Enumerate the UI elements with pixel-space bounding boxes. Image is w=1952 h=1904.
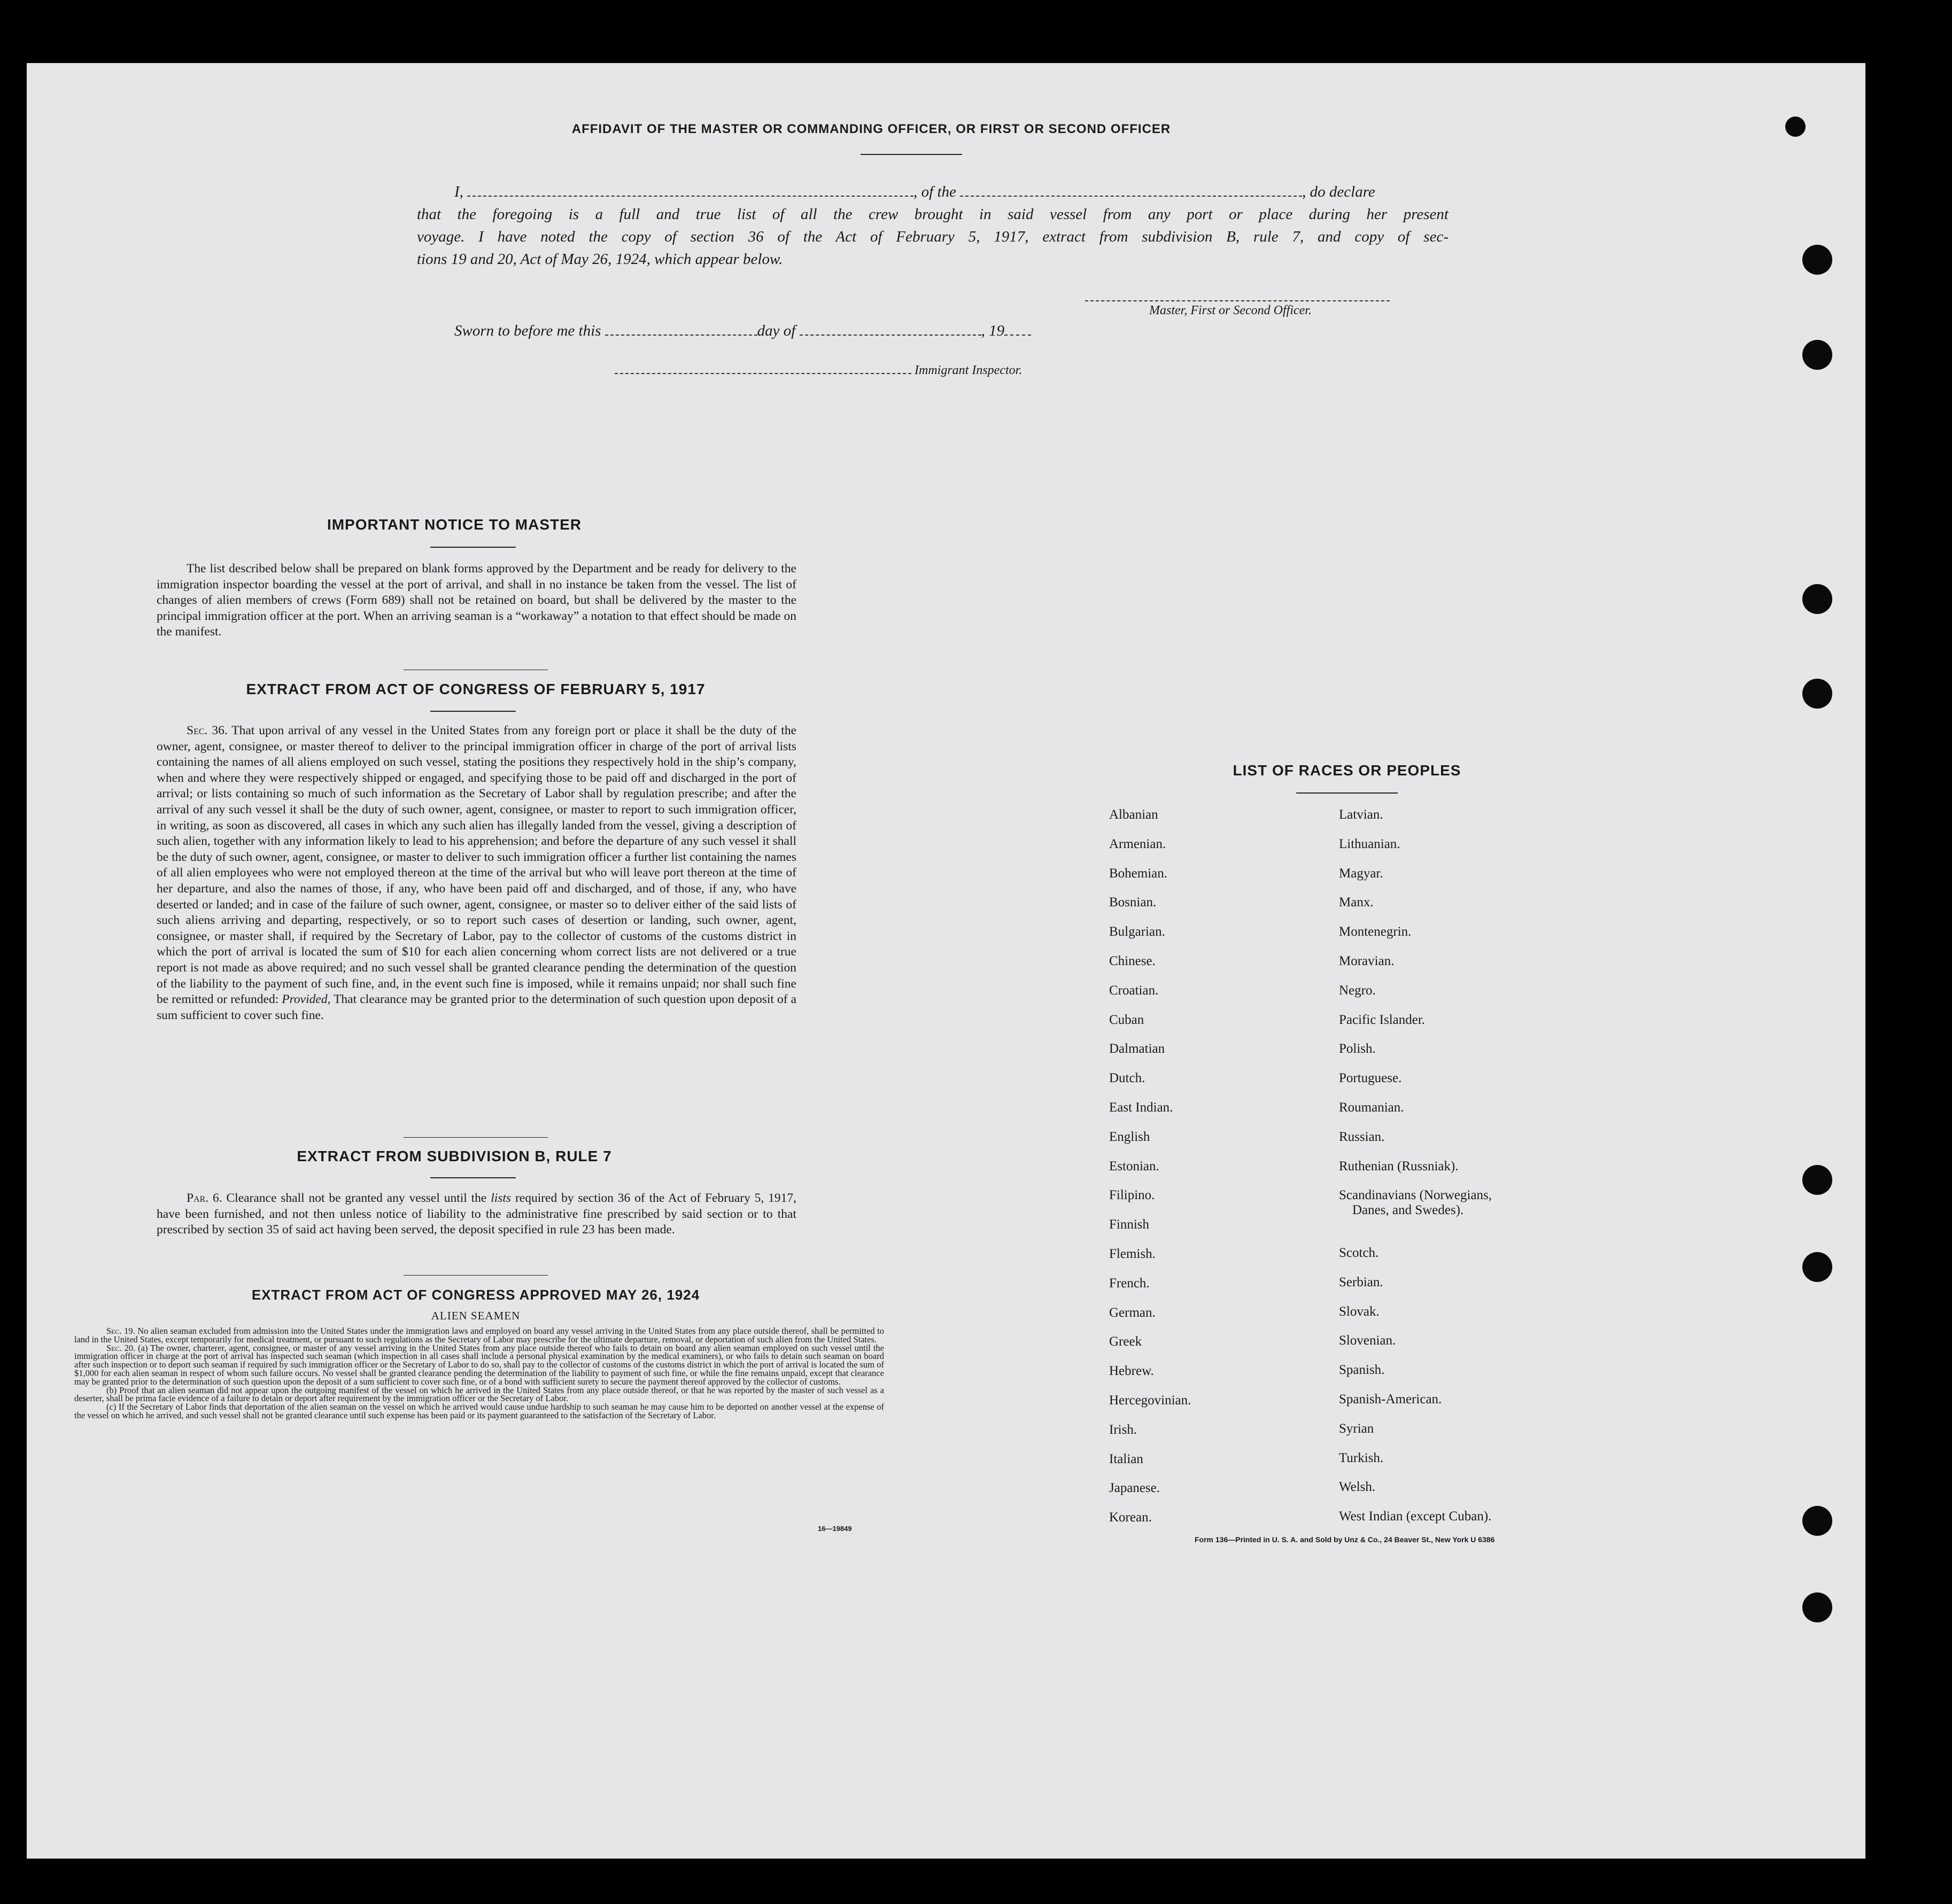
sec19-label: Sec. 19. bbox=[106, 1326, 135, 1336]
officer-label: Master, First or Second Officer. bbox=[1149, 304, 1312, 317]
race-item: Finnish bbox=[1109, 1217, 1150, 1232]
document-page bbox=[27, 63, 1865, 1859]
race-item: Ruthenian (Russniak). bbox=[1339, 1159, 1459, 1174]
sec19-text: No alien seaman excluded from admission into the United States under the immigration laws and employed on board any vessel arriving in the United States from any place outside thereof, shall be permitted to land in the United States, except temporarily for medical treatment, or pursuant to such regulations as the Secretary of Labor may prescribe for the ultimate departure, removal, or deportation of such alien from the United States. bbox=[74, 1326, 884, 1345]
race-item: English bbox=[1109, 1129, 1150, 1144]
race-item: Moravian. bbox=[1339, 954, 1395, 968]
notice-body: The list described below shall be prepared on blank forms approved by the Department and be ready for delivery to the immigration inspector boarding the vessel at the port of arrival, and shall in no instance be taken from the vessel. The list of changes of alien members of crews (Form 689) shall not be retained on board, but shall be delivered by the master to the principal immigration officer at the port. When an arriving seaman is a “workaway” a notation to that effect should be made on the manifest. bbox=[157, 562, 796, 639]
punch-mark bbox=[1785, 116, 1806, 137]
binder-hole bbox=[1802, 340, 1832, 370]
sworn-text: Sworn to before me this bbox=[454, 322, 601, 339]
inspector-line bbox=[615, 363, 1096, 378]
race-item: Russian. bbox=[1339, 1129, 1385, 1144]
race-item: Croatian. bbox=[1109, 983, 1159, 998]
officer-signature-blank[interactable] bbox=[1085, 293, 1390, 301]
race-item: Negro. bbox=[1339, 983, 1376, 998]
race-item: Irish. bbox=[1109, 1422, 1137, 1437]
subdiv-b-divider bbox=[404, 1275, 548, 1276]
affidavit-line-3: voyage. I have noted the copy of section 36 of the Act of February 5, 1917, extract from subdivision B, rule 7, and copy of sec- bbox=[417, 228, 1448, 245]
race-item: West Indian (except Cuban). bbox=[1339, 1509, 1492, 1524]
affidavit-line-1 bbox=[454, 181, 1448, 203]
provided-word: Provided, bbox=[282, 992, 331, 1007]
affidavit-line-4: tions 19 and 20, Act of May 26, 1924, which appear below. bbox=[417, 251, 783, 268]
race-item: Welsh. bbox=[1339, 1480, 1376, 1495]
race-item: Bosnian. bbox=[1109, 895, 1157, 910]
race-item: Lithuanian. bbox=[1339, 836, 1400, 851]
race-item: Portuguese. bbox=[1339, 1071, 1402, 1086]
sec20-label: Sec. 20. bbox=[106, 1342, 136, 1353]
sworn-year-blank[interactable] bbox=[1004, 327, 1031, 336]
sworn-month-blank[interactable] bbox=[800, 327, 981, 336]
race-item: Italian bbox=[1109, 1451, 1143, 1466]
race-item: Scotch. bbox=[1339, 1246, 1379, 1260]
sec20b-paragraph: (b) Proof that an alien seaman did not appear upon the outgoing manifest of the vessel on which he arrived in the United States from any place outside thereof, or that he was reported by the master of such vessel as a deserter, shall be prima facie evidence of a failure to detain or deport after requirement by the immigration officer or the Secretary of Labor. bbox=[74, 1385, 884, 1404]
races-title: LIST OF RACES OR PEOPLES bbox=[1233, 762, 1461, 779]
race-item: Greek bbox=[1109, 1334, 1142, 1349]
par6-label: Par. 6. bbox=[187, 1191, 222, 1205]
race-item: East Indian. bbox=[1109, 1100, 1173, 1115]
binder-hole bbox=[1802, 584, 1832, 614]
alien-seamen-subtitle: ALIEN SEAMEN bbox=[431, 1309, 521, 1322]
race-item: Spanish-American. bbox=[1339, 1392, 1442, 1406]
race-item: Hercegovinian. bbox=[1109, 1393, 1191, 1408]
title-underline bbox=[861, 154, 962, 155]
sec36-text-end: That clearance may be granted prior to the determination of such question upon deposit of a sum sufficient to cover such fine. bbox=[157, 992, 796, 1022]
binder-hole bbox=[1802, 1252, 1832, 1282]
day-of-text: day of bbox=[757, 322, 796, 339]
sec36-text: That upon arrival of any vessel in the United States from any foreign port or place it shall be the duty of the owner, agent, consignee, or master thereof to deliver to the principal immigration officer in charge of the port of arrival lists containing the names of all aliens employed on such vessel, stating the positions they respectively hold in the ship’s company, when and where they were respectively shipped or engaged, and specifying those to be paid off and discharged in the port of arrival; or lists containing so much of such information as the Secretary of Labor shall by regulation prescribe; and after the arrival of any such vessel it shall be the duty of such owner, agent, consignee, or master to report to such immigration officer, in writing, as soon as discovered, all cases in which any such alien has illegally landed from the vessel, giving a description of such alien, together with any information likely to lead to his apprehension; and before the departure of any such vessel it shall be the duty of such owner, agent, consignee, or master to deliver to such immigration officer a further list containing the names of all alien employees who were not employed thereon at the time of the arrival but who will leave port thereon at the time of her departure, and also the names of those, if any, who have been paid off and discharged, and of those, if any, who have deserted or landed; and in case of the failure of such owner, agent, consignee, or master so to deliver either of the said lists of such aliens arriving and departing, respectively, or so to report such cases of desertion or landing, such owner, agent, consignee, or master shall, if required by the Secretary of Labor, pay to the collector of customs of the customs district in which the port of arrival is located the sum of $10 for each alien concerning whom correct lists are not delivered or a true report is not made as above required; and no such vessel shall be granted clearance pending the determination of the question of the liability to the payment of such fine, and, in the event such fine is imposed, while it remains unpaid; nor shall such fine be remitted or refunded: bbox=[157, 724, 797, 1007]
binder-hole bbox=[1802, 1592, 1832, 1622]
race-item: Syrian bbox=[1339, 1421, 1374, 1436]
race-item: Montenegrin. bbox=[1339, 924, 1412, 939]
extract-1917-divider bbox=[404, 1137, 548, 1138]
sec19-paragraph bbox=[74, 1327, 884, 1344]
race-item: Filipino. bbox=[1109, 1188, 1155, 1203]
extract-1924-body bbox=[74, 1327, 884, 1420]
race-item: Slovenian. bbox=[1339, 1333, 1396, 1348]
binder-hole bbox=[1802, 1165, 1832, 1195]
binder-hole bbox=[1802, 679, 1832, 709]
race-item: Cuban bbox=[1109, 1012, 1144, 1027]
notice-underline bbox=[430, 547, 516, 548]
affidavit-of-the: , of the bbox=[913, 183, 956, 200]
race-item: Scandinavians (Norwegians, bbox=[1339, 1188, 1492, 1203]
sworn-day-blank[interactable] bbox=[605, 327, 757, 336]
race-item: Flemish. bbox=[1109, 1247, 1156, 1261]
sec36-label: Sec. 36. bbox=[187, 724, 228, 737]
par6-text-a: Clearance shall not be granted any vessel until the bbox=[226, 1191, 487, 1205]
race-item: Roumanian. bbox=[1339, 1100, 1404, 1115]
extract-1917-underline bbox=[430, 711, 516, 712]
races-underline bbox=[1296, 792, 1398, 794]
race-item: French. bbox=[1109, 1276, 1150, 1291]
sec20c-paragraph: (c) If the Secretary of Labor finds that deportation of the alien seaman on the vessel on which he arrived would cause undue hardship to such seaman he may cause him to be deported on another vessel at the expense of the vessel on which he arrived, and such vessel shall not be granted clearance until such expense has been paid or its payment guaranteed to the satisfaction of the Secretary of Labor. bbox=[74, 1402, 884, 1420]
race-item: Bulgarian. bbox=[1109, 924, 1165, 939]
race-item: Korean. bbox=[1109, 1510, 1152, 1525]
affidavit-i: I, bbox=[454, 183, 463, 200]
form-footer: Form 136—Printed in U. S. A. and Sold by Unz & Co., 24 Beaver St., New York U 6386 bbox=[1195, 1535, 1495, 1544]
inspector-label: Immigrant Inspector. bbox=[915, 363, 1023, 377]
race-item: Manx. bbox=[1339, 895, 1374, 910]
race-item: Bohemian. bbox=[1109, 866, 1168, 881]
race-item: Japanese. bbox=[1109, 1481, 1160, 1496]
race-item: Pacific Islander. bbox=[1339, 1012, 1426, 1027]
sworn-line bbox=[454, 320, 1149, 342]
race-item: Polish. bbox=[1339, 1042, 1376, 1056]
print-code: 16—19849 bbox=[818, 1525, 852, 1533]
race-item: Serbian. bbox=[1339, 1274, 1383, 1289]
notice-title: IMPORTANT NOTICE TO MASTER bbox=[327, 516, 582, 533]
affidavit-line-2: that the foregoing is a full and true list of all the crew brought in said vessel from any port or place during her present bbox=[417, 206, 1448, 223]
extract-1917-title: EXTRACT FROM ACT OF CONGRESS OF FEBRUARY 5, 1917 bbox=[246, 681, 706, 697]
binder-hole bbox=[1802, 245, 1832, 275]
sec20a-text: (a) The owner, charterer, agent, consignee, or master of any vessel arriving in the United States from any place outside thereof who fails to detain on board any alien seaman employed on such vessel until the immigration officer in charge at the port of arrival has inspected such seaman (which inspection in all cases shall include a personal physical examination by the medical examiners), or who fails to detain such seaman on board after such inspection or to deport such seaman if required by such immigration officer or the Secretary of Labor to do so, shall pay to the collector of customs of the customs district in which the port of arrival is located the sum of $1,000 for each alien seaman in respect of whom such failure occurs. No vessel shall be granted clearance pending the determination of the liability to payment of such fine, or while the fine remains unpaid, except that clearance may be granted prior to the determination of such question upon the deposit of a sum sufficient to cover such fine, or of a bond with sufficient surety to secure the payment thereof approved by the collector of customs. bbox=[74, 1342, 884, 1387]
extract-1917-body bbox=[157, 723, 796, 1023]
race-item: Magyar. bbox=[1339, 866, 1383, 881]
par6-text-b: required by section 36 of the Act of February 5, 1917, have been furnished, and not then unless notice of liability to the administrative fine prescribed by said section or to that prescribed by section 35 of said act having been served, the deposit specified in rule 23 has been made. bbox=[157, 1191, 797, 1237]
race-item: Slovak. bbox=[1339, 1304, 1380, 1319]
inspector-signature-blank[interactable] bbox=[615, 366, 911, 374]
race-item: Turkish. bbox=[1339, 1450, 1384, 1465]
race-item: Estonian. bbox=[1109, 1159, 1159, 1174]
lists-word: lists bbox=[491, 1191, 512, 1205]
binder-hole bbox=[1802, 1506, 1832, 1536]
race-item: German. bbox=[1109, 1305, 1156, 1320]
race-item: Albanian bbox=[1109, 807, 1158, 822]
vessel-blank[interactable] bbox=[960, 188, 1302, 197]
race-item: Latvian. bbox=[1339, 807, 1383, 822]
affidavit-declare: , do declare bbox=[1302, 183, 1375, 200]
subdiv-b-underline bbox=[430, 1177, 516, 1178]
race-item: Dalmatian bbox=[1109, 1042, 1165, 1056]
race-item: Danes, and Swedes). bbox=[1352, 1203, 1464, 1218]
race-item: Chinese. bbox=[1109, 954, 1156, 968]
subdiv-b-body bbox=[157, 1191, 796, 1238]
race-item: Dutch. bbox=[1109, 1071, 1145, 1086]
race-item: Armenian. bbox=[1109, 836, 1166, 851]
year-prefix: , 19 bbox=[981, 322, 1005, 339]
race-item: Spanish. bbox=[1339, 1363, 1385, 1378]
affidavit-title: AFFIDAVIT OF THE MASTER OR COMMANDING OFFICER, OR FIRST OR SECOND OFFICER bbox=[571, 122, 1171, 136]
sec20a-paragraph bbox=[74, 1344, 884, 1386]
race-item: Hebrew. bbox=[1109, 1364, 1154, 1379]
extract-1924-title: EXTRACT FROM ACT OF CONGRESS APPROVED MAY 26, 1924 bbox=[251, 1287, 700, 1303]
name-blank[interactable] bbox=[467, 188, 913, 197]
subdiv-b-title: EXTRACT FROM SUBDIVISION B, RULE 7 bbox=[297, 1148, 612, 1164]
